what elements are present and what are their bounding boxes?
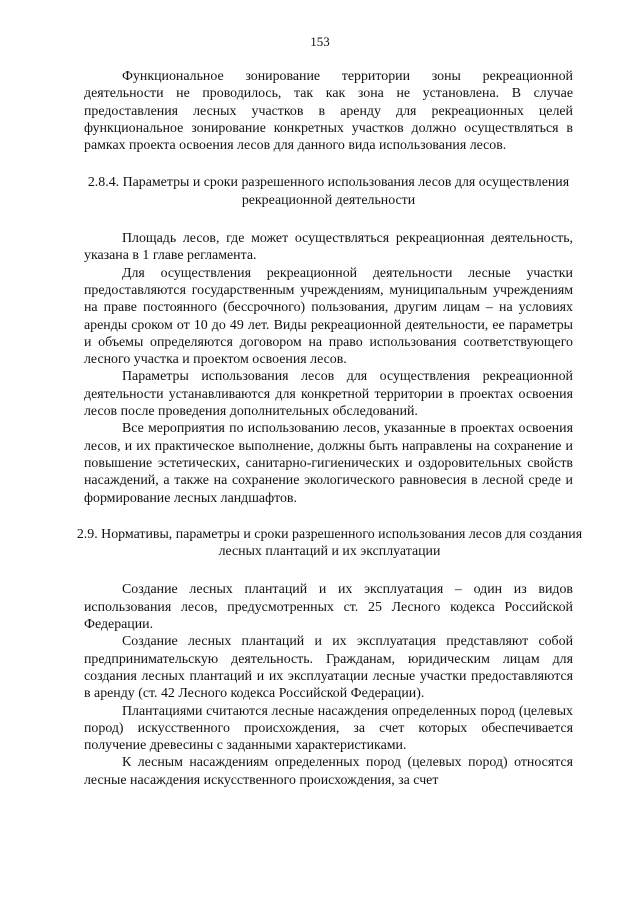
paragraph-zoning: Функциональное зонирование территории зоны рекреационной деятельности не проводилось, так как зона не установлена. В случае предоставления лесных участков в аренду для рекреационных целей функциональное зонирование конкретных участков должно осуществляться в рамках проекта освоения лесов для данного вида использования лесов.	[84, 69, 573, 154]
paragraph-provision: Для осуществления рекреационной деятельности лесные участки предоставляются государственным учреждениям, муниципальным учреждениям на праве постоянного (бессрочного) пользования, другим лицам – на условиях аренды сроком от 10 до 49 лет. Виды рекреационной деятельности, ее параметры и объемы определяются договором на право использования соответствующего лесного участка и проектом освоения лесов.	[84, 265, 573, 368]
paragraph-plantations-business: Создание лесных плантаций и их эксплуатация представляют собой предпринимательскую деятельность. Гражданам, юридическим лицам для создания лесных плантаций и их эксплуатации лесные участки предоставляются в аренду (ст. 42 Лесного кодекса Российской Федерации).	[84, 634, 573, 702]
paragraph-measures: Все мероприятия по использованию лесов, указанные в проектах освоения лесов, и их практическое выполнение, должны быть направлены на сохранение и повышение эстетических, санитарно-гигиенических и оздоровительных свойств насаждений, а также на сохранение экологического равновесия в лесной среде и формирование лесных ландшафтов.	[84, 421, 573, 506]
paragraph-area: Площадь лесов, где может осуществляться рекреационная деятельность, указана в 1 главе регламента.	[84, 231, 573, 264]
page-number: 153	[310, 34, 330, 49]
paragraph-parameters: Параметры использования лесов для осуществления рекреационной деятельности устанавливаются для конкретной территории в проектах освоения лесов после проведения дополнительных обследований.	[84, 369, 573, 420]
paragraph-plantations-definition: Плантациями считаются лесные насаждения определенных пород (целевых пород) искусственного происхождения, за счет которых обеспечивается получение древесины с заданными характеристиками.	[84, 703, 573, 754]
paragraph-plantations-type: Создание лесных плантаций и их эксплуатация – один из видов использования лесов, предусмотренных ст. 25 Лесного кодекса Российской Федерации.	[84, 582, 573, 633]
paragraph-target-species: К лесным насаждениям определенных пород (целевых пород) относятся лесные насаждения искусственного происхождения, за счет	[84, 755, 573, 788]
section-heading-2-8-4: 2.8.4. Параметры и сроки разрешенного использования лесов для осуществления рекреационной деятельности	[87, 175, 570, 208]
section-heading-2-9: 2.9. Нормативы, параметры и сроки разрешенного использования лесов для создания лесных плантаций и их эксплуатации	[76, 526, 583, 560]
page-content	[76, 68, 583, 789]
